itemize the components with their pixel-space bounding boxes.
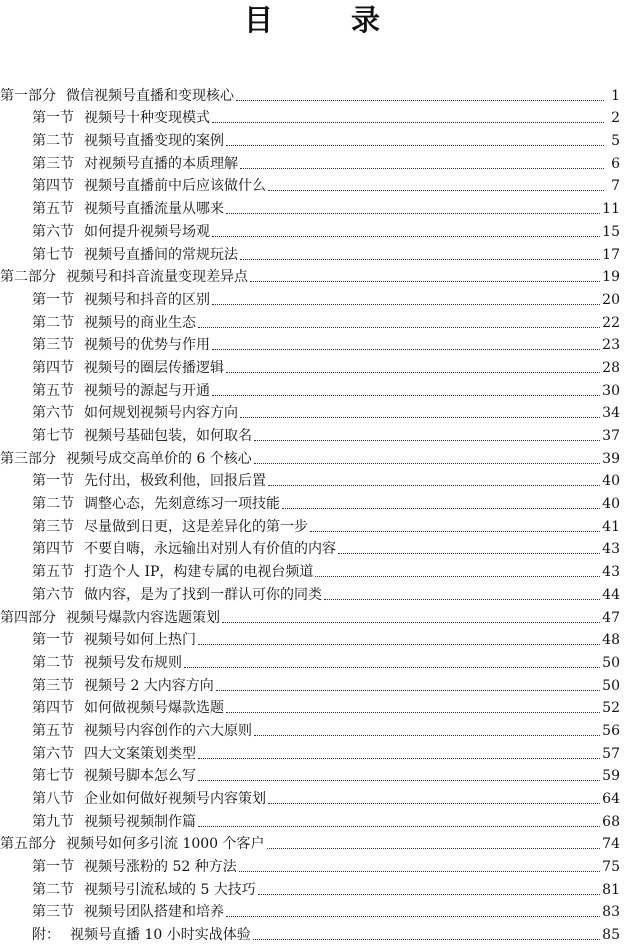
dot-leader <box>222 622 600 623</box>
toc-entry-label <box>32 427 252 445</box>
toc-entry-number: 第二节 <box>32 881 74 898</box>
toc-section-row[interactable] <box>0 785 620 808</box>
dot-leader <box>268 803 600 804</box>
toc-entry-number: 第一部分 <box>0 87 56 104</box>
dot-leader <box>212 349 600 350</box>
toc-entry-number: 第二节 <box>32 314 74 331</box>
toc-section-row[interactable] <box>0 717 620 740</box>
toc-page-number: 47 <box>602 609 620 626</box>
toc-entry-number: 第一节 <box>32 859 74 876</box>
toc-page-number: 28 <box>602 359 620 376</box>
toc-page-number: 68 <box>602 813 620 830</box>
toc-page-number: 48 <box>602 632 620 649</box>
toc-entry-label <box>32 858 237 876</box>
toc-entry-number: 第七节 <box>32 768 74 785</box>
dot-leader <box>236 100 604 101</box>
toc-page-number: 6 <box>611 155 620 172</box>
toc-section-row[interactable] <box>0 286 620 309</box>
toc-entry-label <box>32 903 224 921</box>
toc-page-number: 34 <box>602 405 620 422</box>
toc-entry-title: 视频号 2 大内容方向 <box>84 677 214 694</box>
dot-leader <box>250 281 600 282</box>
dot-leader <box>198 780 600 781</box>
toc-page-number: 5 <box>611 133 620 150</box>
toc-entry-title: 视频号发布规则 <box>84 654 182 671</box>
dot-leader <box>198 644 600 645</box>
toc-section-row[interactable] <box>0 105 620 128</box>
toc-entry-label <box>32 223 210 241</box>
toc-entry-label <box>32 881 256 899</box>
toc-entry-label <box>0 835 265 853</box>
toc-entry-label <box>32 586 322 604</box>
toc-page-number: 1 <box>611 87 620 104</box>
toc-entry-label <box>32 540 336 558</box>
toc-entry-title: 视频号如何多引流 1000 个客户 <box>66 836 265 853</box>
toc-page-number: 59 <box>602 768 620 785</box>
toc-entry-title: 企业如何做好视频号内容策划 <box>84 791 266 807</box>
toc-entry-label <box>0 268 248 286</box>
toc-page-number: 43 <box>602 541 620 558</box>
toc-section-row[interactable] <box>0 195 620 218</box>
toc-section-row[interactable] <box>0 921 620 944</box>
toc-entry-number: 第七节 <box>32 246 74 263</box>
dot-leader <box>254 735 600 736</box>
toc-entry-label <box>32 246 238 264</box>
toc-section-row[interactable] <box>0 536 620 559</box>
toc-entry-label <box>0 609 220 627</box>
toc-entry-title: 视频号成交高单价的 6 个核心 <box>66 450 252 467</box>
toc-section-row[interactable] <box>0 150 620 173</box>
toc-section-row[interactable] <box>0 173 620 196</box>
dot-leader <box>268 485 600 486</box>
toc-section-row[interactable] <box>0 422 620 445</box>
toc-entry-number: 第四节 <box>32 541 74 558</box>
toc-entry-number: 第四节 <box>32 178 74 195</box>
toc-entry-label <box>32 790 266 808</box>
toc-section-row[interactable] <box>0 513 620 536</box>
toc-section-row[interactable] <box>0 627 620 650</box>
toc-section-row[interactable] <box>0 581 620 604</box>
dot-leader <box>212 395 600 396</box>
toc-page-number: 15 <box>602 223 620 240</box>
toc-entry-label <box>32 518 308 536</box>
toc-page-number: 64 <box>602 791 620 807</box>
toc-section-row[interactable] <box>0 876 620 899</box>
toc-part-row[interactable] <box>0 264 620 287</box>
toc-entry-number: 第七节 <box>32 428 74 444</box>
dot-leader <box>338 553 600 554</box>
toc-entry-title: 先付出，极致利他，回报后置 <box>84 473 266 490</box>
toc-entry-label <box>32 813 196 831</box>
toc-entry-number: 附： <box>32 927 60 944</box>
toc-entry-number: 第六节 <box>32 745 74 762</box>
toc-entry-number: 第一节 <box>32 473 74 490</box>
toc-entry-number: 第四部分 <box>0 609 56 626</box>
toc-section-row[interactable] <box>0 853 620 876</box>
toc-entry-label <box>32 155 238 173</box>
toc-entry-title: 视频号内容创作的六大原则 <box>84 722 252 739</box>
toc-entry-title: 视频号如何上热门 <box>84 632 196 649</box>
toc-entry-number: 第六节 <box>32 586 74 603</box>
toc-entry-number: 第三节 <box>32 677 74 694</box>
toc-section-row[interactable] <box>0 241 620 264</box>
toc-entry-number: 第一节 <box>32 110 74 127</box>
dot-leader <box>253 939 600 940</box>
toc-page-number: 2 <box>611 110 620 127</box>
toc-entry-title: 如何提升视频号场观 <box>84 223 210 240</box>
toc-entry-label <box>0 87 234 105</box>
toc-page-number: 40 <box>602 496 620 513</box>
toc-entry-label <box>32 177 266 195</box>
toc-page-number: 52 <box>602 700 620 717</box>
toc-entry-title: 如何做视频号爆款选题 <box>84 700 224 717</box>
toc-entry-title: 视频号团队搭建和培养 <box>84 904 224 921</box>
dot-leader <box>226 145 604 146</box>
toc-page-number: 44 <box>602 586 620 603</box>
dot-leader <box>198 826 600 827</box>
toc-entry-label <box>32 336 210 354</box>
toc-entry-title: 视频号和抖音的区别 <box>84 291 210 308</box>
dot-leader <box>282 508 600 509</box>
toc-entry-title: 视频号十种变现模式 <box>84 110 210 127</box>
toc-entry-number: 第八节 <box>32 791 74 807</box>
toc-entry-label <box>0 450 252 468</box>
dot-leader <box>198 758 600 759</box>
toc-entry-title: 视频号直播前中后应该做什么 <box>84 178 266 195</box>
toc-entry-number: 第四节 <box>32 700 74 717</box>
table-of-contents <box>0 82 620 944</box>
toc-part-row[interactable] <box>0 82 620 105</box>
toc-section-row[interactable] <box>0 400 620 423</box>
dot-leader <box>239 871 600 872</box>
toc-entry-title: 如何规划视频号内容方向 <box>84 405 238 422</box>
toc-entry-title: 视频号和抖音流量变现差异点 <box>66 269 248 286</box>
toc-section-row[interactable] <box>0 558 620 581</box>
toc-page-number: 50 <box>602 677 620 694</box>
toc-page-number: 75 <box>602 859 620 876</box>
toc-entry-title: 视频号直播间的常规玩法 <box>84 246 238 263</box>
dot-leader <box>226 213 600 214</box>
dot-leader <box>254 440 600 441</box>
toc-entry-number: 第一节 <box>32 291 74 308</box>
toc-entry-title: 视频号引流私域的 5 大技巧 <box>84 881 256 898</box>
toc-entry-number: 第六节 <box>32 223 74 240</box>
dot-leader <box>212 304 600 305</box>
toc-entry-label <box>32 382 210 400</box>
toc-entry-label <box>32 495 280 513</box>
toc-section-row[interactable] <box>0 127 620 150</box>
toc-section-row[interactable] <box>0 649 620 672</box>
toc-entry-number: 第二节 <box>32 133 74 150</box>
toc-entry-number: 第三节 <box>32 155 74 172</box>
toc-entry-number: 第三部分 <box>0 450 56 467</box>
toc-entry-number: 第三节 <box>32 337 74 354</box>
toc-entry-title: 视频号的源起与开通 <box>84 382 210 399</box>
toc-section-row[interactable] <box>0 672 620 695</box>
toc-entry-label <box>32 722 252 740</box>
dot-leader <box>258 894 600 895</box>
toc-section-row[interactable] <box>0 490 620 513</box>
toc-section-row[interactable] <box>0 332 620 355</box>
toc-page-number: 39 <box>602 450 620 467</box>
toc-part-row[interactable] <box>0 604 620 627</box>
toc-page-number: 23 <box>602 337 620 354</box>
toc-page-number: 22 <box>602 314 620 331</box>
toc-entry-title: 视频号的圈层传播逻辑 <box>84 359 224 376</box>
toc-section-row[interactable] <box>0 808 620 831</box>
toc-page-number: 81 <box>602 881 620 898</box>
toc-section-row[interactable] <box>0 899 620 922</box>
toc-section-row[interactable] <box>0 218 620 241</box>
dot-leader <box>212 236 600 237</box>
toc-page-number: 40 <box>602 473 620 490</box>
toc-entry-title: 尽量做到日更，这是差异化的第一步 <box>84 518 308 535</box>
toc-entry-title: 调整心态，先刻意练习一项技能 <box>84 496 280 513</box>
toc-entry-number: 第六节 <box>32 405 74 422</box>
toc-entry-title: 视频号基础包装，如何取名 <box>84 428 252 444</box>
toc-entry-number: 第四节 <box>32 359 74 376</box>
toc-entry-number: 第五节 <box>32 722 74 739</box>
toc-entry-label <box>32 745 196 763</box>
toc-entry-label <box>32 563 313 581</box>
toc-entry-title: 视频号视频制作篇 <box>84 813 196 830</box>
toc-entry-number: 第二节 <box>32 496 74 513</box>
dot-leader <box>226 712 600 713</box>
dot-leader <box>254 463 600 464</box>
toc-entry-label <box>32 359 224 377</box>
toc-page-number: 7 <box>611 178 620 195</box>
toc-entry-title: 视频号涨粉的 52 种方法 <box>84 859 237 876</box>
toc-page-number: 56 <box>602 722 620 739</box>
toc-entry-label <box>32 109 210 127</box>
toc-entry-number: 第三节 <box>32 518 74 535</box>
toc-part-row[interactable] <box>0 445 620 468</box>
dot-leader <box>240 168 604 169</box>
toc-section-row[interactable] <box>0 354 620 377</box>
toc-entry-label <box>32 677 214 695</box>
toc-entry-label <box>32 699 224 717</box>
toc-page-number: 30 <box>602 382 620 399</box>
toc-page-number: 20 <box>602 291 620 308</box>
toc-page-number: 11 <box>602 201 620 218</box>
toc-section-row[interactable] <box>0 377 620 400</box>
toc-entry-label <box>32 291 210 309</box>
dot-leader <box>315 576 600 577</box>
dot-leader <box>267 848 601 849</box>
toc-section-row[interactable] <box>0 309 620 332</box>
toc-entry-title: 视频号直播 10 小时实战体验 <box>70 927 251 944</box>
dot-leader <box>226 916 600 917</box>
toc-entry-title: 视频号直播流量从哪来 <box>84 201 224 218</box>
toc-page-number: 74 <box>602 836 620 853</box>
toc-entry-label <box>32 472 266 490</box>
toc-entry-number: 第二部分 <box>0 269 56 286</box>
toc-entry-label <box>32 404 238 422</box>
toc-page-number: 50 <box>602 654 620 671</box>
toc-page-number: 41 <box>602 518 620 535</box>
toc-page-number: 83 <box>602 904 620 921</box>
toc-page-number: 85 <box>602 927 620 944</box>
toc-entry-title: 对视频号直播的本质理解 <box>84 155 238 172</box>
dot-leader <box>212 122 604 123</box>
dot-leader <box>240 259 600 260</box>
toc-entry-number: 第五节 <box>32 201 74 218</box>
page-title: 目 录 <box>243 3 415 37</box>
dot-leader <box>184 667 600 668</box>
dot-leader <box>240 417 600 418</box>
toc-entry-number: 第三节 <box>32 904 74 921</box>
toc-entry-number: 第五节 <box>32 564 74 581</box>
dot-leader <box>226 372 600 373</box>
toc-part-row[interactable] <box>0 831 620 854</box>
toc-entry-title: 四大文案策划类型 <box>84 745 196 762</box>
dot-leader <box>268 190 604 191</box>
toc-entry-number: 第九节 <box>32 813 74 830</box>
toc-page-number: 37 <box>602 428 620 444</box>
toc-entry-number: 第五部分 <box>0 836 56 853</box>
toc-section-row[interactable] <box>0 695 620 718</box>
toc-entry-label <box>32 926 251 944</box>
toc-entry-number: 第一节 <box>32 632 74 649</box>
toc-entry-label <box>32 654 182 672</box>
toc-entry-title: 打造个人 IP，构建专属的电视台频道 <box>84 564 314 581</box>
toc-page-number: 19 <box>602 269 620 286</box>
toc-entry-label <box>32 314 196 332</box>
toc-entry-title: 视频号脚本怎么写 <box>84 768 196 785</box>
toc-page-number: 17 <box>602 246 620 263</box>
toc-page-number: 57 <box>602 745 620 762</box>
toc-entry-label <box>32 200 224 218</box>
toc-entry-title: 视频号的商业生态 <box>84 314 196 331</box>
toc-entry-label <box>32 132 224 150</box>
toc-entry-number: 第五节 <box>32 382 74 399</box>
toc-entry-title: 做内容，是为了找到一群认可你的同类 <box>84 586 322 603</box>
dot-leader <box>216 690 600 691</box>
toc-entry-title: 视频号直播变现的案例 <box>84 133 224 150</box>
toc-page-number: 43 <box>602 564 620 581</box>
dot-leader <box>324 599 600 600</box>
toc-entry-label <box>32 767 196 785</box>
toc-section-row[interactable] <box>0 763 620 786</box>
toc-entry-title: 微信视频号直播和变现核心 <box>66 87 234 104</box>
toc-section-row[interactable] <box>0 468 620 491</box>
toc-entry-number: 第二节 <box>32 654 74 671</box>
toc-entry-title: 视频号爆款内容选题策划 <box>66 609 220 626</box>
toc-entry-title: 不要自嗨，永远输出对别人有价值的内容 <box>84 541 336 558</box>
toc-section-row[interactable] <box>0 740 620 763</box>
dot-leader <box>310 531 600 532</box>
toc-entry-label <box>32 631 196 649</box>
toc-entry-title: 视频号的优势与作用 <box>84 337 210 354</box>
dot-leader <box>198 327 600 328</box>
